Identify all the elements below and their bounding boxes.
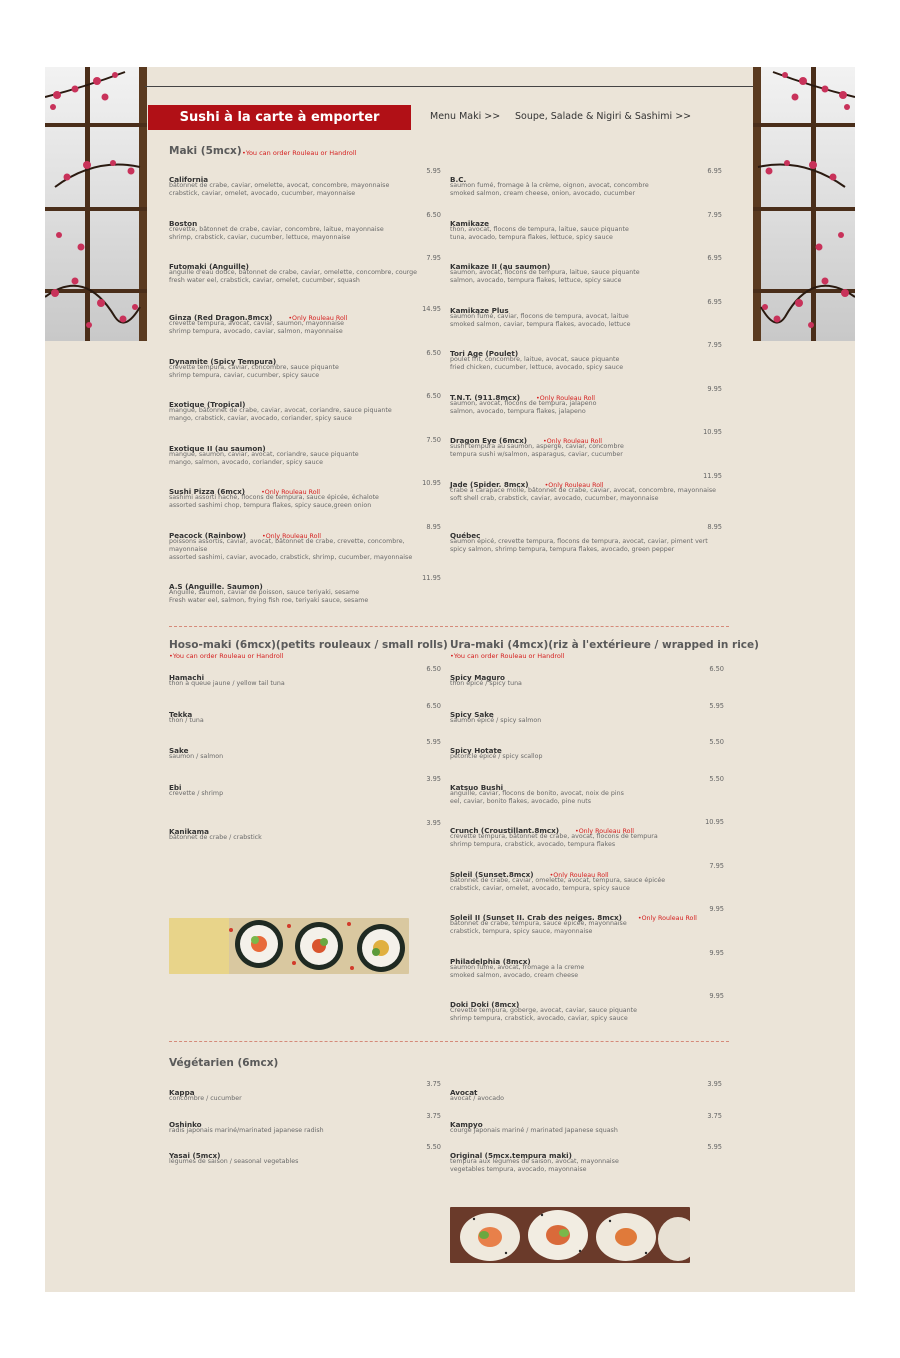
maki-rolls-photo [169, 918, 409, 974]
menu-item-name: Exotique II (au saumon) [169, 443, 266, 453]
menu-item-row [450, 948, 724, 966]
menu-item-row [169, 1111, 441, 1129]
menu-item [450, 341, 722, 372]
cherry-blossom-icon [45, 67, 147, 341]
menu-item-name: California [169, 175, 209, 184]
menu-item-description-fr: légumes de saison / seasonal vegetables [169, 1158, 299, 1165]
menu-item-price: 8.95 [426, 522, 441, 531]
menu-item-note: •Only Rouleau Roll [575, 828, 635, 835]
menu-item [169, 665, 441, 688]
menu-item-price: 7.95 [426, 254, 441, 262]
menu-item-description-fr: saumon fume, avocat, fromage a la creme [450, 963, 585, 971]
menu-item-row [450, 818, 724, 835]
menu-item-description-fr: sushi tempura au saumon, asperge, caviar, concombre [450, 443, 624, 450]
menu-item-description-fr: bâtonnet de crabe, tempura, sauce épicée, mayonnaise [450, 920, 627, 927]
menu-item-price: 11.95 [703, 471, 722, 480]
menu-item [450, 428, 722, 459]
menu-item-description-fr: saumon, avocat, flocons de tempura, laitue, sauce piquante [450, 269, 640, 276]
menu-item-name: Original (5mcx.tempura maki) [450, 1151, 572, 1160]
menu-item-description-en: mango, salmon, avocado, coriander, spicy sauce [169, 458, 323, 466]
menu-item-description-en: spicy salmon, shrimp tempura, tempura flakes, avocado, green pepper [450, 545, 675, 553]
menu-item-row [169, 774, 441, 792]
menu-item-name: Soleil (Sunset.8mcx) [450, 869, 534, 879]
menu-item-name: Oshinko [169, 1119, 202, 1129]
menu-item [169, 349, 441, 380]
menu-item [169, 775, 441, 798]
menu-item-name: Avocat [450, 1088, 478, 1097]
menu-item-price: 3.75 [426, 1111, 441, 1120]
menu-item-description-fr: crabe à carapace molle, bâtonnet de crabe, caviar, avocat, concombre, mayonnaise [450, 486, 717, 494]
menu-item [169, 523, 441, 562]
menu-item [169, 819, 441, 842]
menu-item-name: Doki Doki (8mcx) [450, 1000, 520, 1009]
menu-item-price: 5.95 [709, 701, 724, 710]
menu-item-description-en: assorted sashimi, caviar, avocado, crabstick, shrimp, cucumber, mayonnaise [169, 553, 413, 561]
menu-item [450, 665, 724, 688]
menu-item-name: Sake [169, 746, 189, 755]
menu-item-name: Dynamite (Spicy Tempura) [169, 356, 277, 366]
menu-item-price: 5.95 [707, 1143, 722, 1151]
menu-item-name: Spicy Maguro [450, 673, 505, 682]
menu-item-row [450, 471, 722, 489]
menu-item-description-en: vegetables tempura, avocado, mayonnaise [450, 1166, 587, 1173]
menu-item [450, 738, 724, 761]
menu-item [450, 298, 722, 329]
menu-item-row [169, 1080, 441, 1097]
menu-item-description-en: tuna, avocado, tempura flakes, lettuce, spicy sauce [450, 233, 613, 241]
menu-item-description-fr: mangue, bâtonnet de crabe, caviar, avocat, coriandre, sauce piquante [169, 407, 392, 414]
menu-item-price: 9.95 [709, 992, 724, 1000]
maki-section-title: Maki (5mcx) [169, 145, 242, 157]
menu-item-description-fr: poissons assortis, caviar, avocat, bâtonnet de crabe, crevette, concombre, mayonnaise [169, 537, 405, 553]
menu-item-price: 6.50 [426, 392, 441, 400]
menu-item-price: 6.50 [426, 701, 441, 710]
menu-item-description-en: fresh water eel, crabstick, caviar, omelet, cucumber, squash [169, 277, 360, 284]
menu-item [450, 167, 722, 198]
menu-item-description-fr: bâtonnet de crabe, caviar, omelette, avocat, concombre, mayonnaise [169, 182, 390, 189]
menu-item [450, 905, 724, 936]
menu-item-name: Kamikaze Plus [450, 305, 509, 315]
menu-item-name: Spicy Sake [450, 709, 494, 719]
menu-item [450, 254, 722, 285]
menu-item-description-fr: thon épicé / spicy tuna [450, 680, 522, 687]
menu-item-row [169, 479, 441, 496]
menu-item-row [450, 738, 724, 755]
menu-item-name: Tekka [169, 709, 193, 719]
menu-item-row [450, 428, 722, 445]
menu-item-row [169, 522, 441, 540]
menu-item-name: T.N.T. (911.8mcx) [450, 392, 521, 402]
menu-item-row [169, 167, 441, 184]
menu-item-price: 6.50 [426, 210, 441, 219]
menu-item-description-fr: bâtonnet de crabe, caviar, omelette, avocat, tempura, sauce épicée [450, 876, 666, 884]
menu-item-name: Kappa [169, 1088, 195, 1097]
menu-item-price: 7.95 [709, 861, 724, 870]
menu-item-row [450, 254, 722, 271]
menu-item-name: Peacock (Rainbow) [169, 530, 246, 540]
menu-item-description-fr: anguille d'eau douce, bâtonnet de crabe, caviar, omelette, concombre, courge [169, 269, 418, 276]
menu-item-row [450, 992, 724, 1009]
menu-item-name: Kamikaze [450, 218, 490, 228]
menu-item-row [169, 701, 441, 719]
menu-item [169, 1143, 441, 1166]
hoso-section-note: •You can order Rouleau or Handroll [169, 652, 284, 660]
menu-item-row [169, 435, 441, 453]
menu-item-row [169, 305, 441, 322]
menu-item-description-fr: concombre / cucumber [169, 1095, 242, 1102]
menu-item-description-en: mango, crabstick, caviar, avocado, coriander, spicy sauce [169, 415, 352, 422]
menu-item [450, 1080, 722, 1103]
ura-section-title: Ura-maki (4mcx)(riz à l'extérieure / wrapped in rice) [450, 639, 759, 651]
menu-item-name: B.C. [450, 175, 467, 184]
menu-item-name: Kanikama [169, 826, 209, 836]
menu-item-row [169, 818, 441, 836]
menu-item-description-fr: mangue, saumon, caviar, avocat, coriandre, sauce piquante [169, 450, 359, 458]
menu-item-price: 5.95 [426, 738, 441, 746]
menu-item-name: Kamikaze II (au saumon) [450, 262, 551, 271]
menu-item-row [450, 297, 722, 315]
menu-item [169, 254, 441, 285]
menu-item-price: 9.95 [709, 948, 724, 957]
menu-item-price: 10.95 [705, 818, 724, 826]
menu-item-description-en: shrimp tempura, crabstick, avocado, tempura flakes [450, 841, 616, 848]
menu-item [450, 1112, 722, 1135]
menu-item-description-fr: courge japonais mariné / marinated Japanese squash [450, 1126, 618, 1134]
menu-item-description-fr: thon / tuna [169, 716, 204, 724]
cherry-blossom-shoji-left [45, 67, 147, 341]
menu-item-row [169, 254, 441, 271]
menu-item-name: A.S (Anguille. Saumon) [169, 581, 263, 591]
menu-item-description-fr: crevette / shrimp [169, 789, 224, 797]
menu-item [169, 211, 441, 242]
menu-item-row [169, 573, 441, 591]
menu-item [450, 523, 722, 554]
menu-item [169, 479, 441, 510]
menu-item-name: Kampyo [450, 1119, 483, 1129]
menu-item-price: 5.95 [426, 167, 441, 175]
menu-item-description-en: crabstick, caviar, omelet, avocado, cucumber, mayonnaise [169, 190, 356, 197]
menu-item-description-fr: Anguille, saumon, caviar de poisson, sauce teriyaki, sesame [169, 588, 360, 596]
menu-item-note: •Only Rouleau Roll [543, 438, 602, 445]
menu-item-name: Soleil II (Sunset II. Crab des neiges. 8mcx) [450, 913, 622, 922]
menu-item-name: Québec [450, 530, 481, 540]
menu-item-row [169, 665, 441, 682]
menu-item-name: Tori Age (Poulet) [450, 349, 519, 358]
menu-item-description-fr: bâtonnet de crabe / crabstick [169, 833, 262, 841]
menu-item-note: •Only Rouleau Roll [536, 394, 596, 402]
menu-item [450, 1143, 722, 1174]
menu-item-row [169, 210, 441, 228]
menu-item-name: Yasai (5mcx) [169, 1151, 221, 1160]
hoso-section-title: Hoso-maki (6mcx)(petits rouleaux / small rolls) [169, 639, 448, 651]
menu-item-price: 5.50 [709, 774, 724, 783]
menu-item [450, 862, 724, 893]
menu-item-description-en: tempura sushi w/salmon, asparagus, caviar, cucumber [450, 451, 623, 458]
menu-item-row [450, 774, 724, 792]
veg-section-title: Végétarien (6mcx) [169, 1057, 279, 1069]
menu-item [450, 949, 724, 980]
menu-item-description-en: soft shell crab, crabstick, caviar, avocado, cucumber, mayonnaise [450, 494, 659, 502]
menu-item-description-en: shrimp tempura, caviar, cucumber, spicy sauce [169, 371, 320, 379]
menu-item-price: 6.95 [707, 297, 722, 306]
cherry-blossom-shoji-right [753, 67, 855, 341]
menu-item-row [450, 1111, 722, 1129]
menu-item-price: 5.50 [709, 738, 724, 746]
menu-item-description-en: smoked salmon, avocado, cream cheese [450, 971, 579, 979]
menu-item-description-en: assorted sashimi chop, tempura flakes, spicy sauce,green onion [169, 502, 372, 509]
menu-item-description-en: shrimp, crabstick, caviar, cucumber, lettuce, mayonnaise [169, 233, 351, 241]
section-divider [169, 626, 729, 627]
menu-item-description-fr: tempura aux légumes de saison, avocat, mayonnaise [450, 1158, 619, 1165]
page-title-banner: Sushi à la carte à emporter [148, 105, 411, 130]
menu-item-description-en: crabstick, tempura, spicy sauce, mayonnaise [450, 928, 593, 935]
menu-item-price: 3.95 [426, 774, 441, 783]
menu-item-description-fr: saumon épicé, crevette tempura, flocons de tempura, avocat, caviar, piment vert [450, 537, 708, 545]
menu-item-price: 6.95 [707, 167, 722, 175]
menu-item-note: •Only Rouleau Roll [637, 915, 697, 922]
menu-item-description-fr: crevette tempura, avocat, caviar, saumon, mayonnaise [169, 320, 345, 327]
menu-item [169, 167, 441, 198]
menu-page [45, 67, 855, 1292]
menu-item-price: 10.95 [422, 479, 441, 487]
menu-item-price: 9.95 [709, 905, 724, 913]
menu-item-name: Philadelphia (8mcx) [450, 956, 531, 966]
menu-item-name: Hamachi [169, 673, 205, 682]
menu-item [450, 702, 724, 725]
menu-item-description-fr: Crevette tempura, goberge, avocat, caviar, sauce piquante [450, 1007, 637, 1014]
menu-item-description-en: shrimp tempura, crabstick, avocado, caviar, spicy sauce [450, 1015, 628, 1022]
menu-item-price: 3.95 [707, 1080, 722, 1088]
menu-item [169, 738, 441, 761]
menu-item-note: •Only Rouleau Roll [262, 532, 321, 540]
menu-item-price: 7.95 [707, 210, 722, 219]
menu-item-note: •Only Rouleau Roll [544, 481, 604, 489]
menu-item-name: Exotique (Tropical) [169, 400, 246, 409]
menu-item-price: 6.50 [426, 665, 441, 673]
menu-item-row [450, 701, 724, 719]
menu-item-description-en: fried chicken, cucumber, lettuce, avocado, spicy sauce [450, 364, 624, 371]
menu-item-name: Crunch (Croustillant.8mcx) [450, 826, 560, 835]
menu-item-description-fr: crevette, bâtonnet de crabe, caviar, concombre, laitue, mayonnaise [169, 225, 384, 233]
menu-item [450, 775, 724, 806]
menu-item-description-en: shrimp tempura, avocado, caviar, salmon, mayonnaise [169, 328, 343, 335]
menu-item-description-fr: saumon fumé, caviar, flocons de tempura, avocat, laitue [450, 312, 629, 320]
menu-item-name: Ebi [169, 782, 182, 792]
menu-item-note: •Only Rouleau Roll [261, 489, 321, 496]
menu-item-name: Dragon Eye (6mcx) [450, 436, 527, 445]
menu-item-price: 14.95 [422, 305, 441, 313]
section-divider [169, 1041, 729, 1042]
menu-item-note: •Only Rouleau Roll [549, 871, 609, 879]
menu-item [169, 1112, 441, 1135]
menu-item-row [450, 210, 722, 228]
menu-item-price: 7.95 [707, 341, 722, 349]
menu-item [450, 992, 724, 1023]
menu-item-row [169, 738, 441, 755]
menu-item [169, 574, 441, 605]
menu-item [450, 385, 722, 416]
menu-item-row [169, 392, 441, 409]
menu-item-row [450, 384, 722, 402]
menu-item-price: 6.50 [426, 348, 441, 357]
menu-item-price: 10.95 [703, 428, 722, 436]
menu-item-description-en: eel, caviar, bonito flakes, avocado, pine nuts [450, 797, 592, 805]
menu-item [450, 818, 724, 849]
menu-item-price: 5.50 [426, 1143, 441, 1151]
menu-item-description-en: salmon, avocado, tempura flakes, jalapeno [450, 407, 586, 415]
top-rule [145, 86, 753, 87]
menu-item-description-en: smoked salmon, cream cheese, onion, avocado, cucumber [450, 190, 636, 197]
ura-section-note: •You can order Rouleau or Handroll [450, 652, 565, 660]
menu-item-description-fr: sashimi assorti haché, flocons de tempura, sauce épicée, échalote [169, 494, 379, 501]
menu-item-description-en: crabstick, caviar, omelet, avocado, tempura, spicy sauce [450, 884, 630, 892]
menu-item-row [450, 905, 724, 922]
menu-item-row [169, 348, 441, 366]
menu-item-price: 8.95 [707, 522, 722, 531]
maki-section-note: •You can order Rouleau or Handroll [242, 149, 357, 157]
menu-item-description-fr: pétoncle épicé / spicy scallop [450, 753, 543, 760]
menu-item [450, 472, 722, 503]
menu-item-price: 9.95 [707, 384, 722, 393]
menu-item-price: 7.50 [426, 435, 441, 444]
menu-item [450, 211, 722, 242]
menu-item [169, 305, 441, 336]
menu-item-note: •Only Rouleau Roll [288, 315, 348, 322]
menu-item-description-fr: saumon épicé / spicy salmon [450, 716, 542, 724]
menu-item [169, 1080, 441, 1103]
menu-item-row [450, 522, 722, 540]
menu-item-description-fr: saumon / salmon [169, 753, 224, 760]
menu-item-row [450, 861, 724, 879]
cherry-blossom-icon [753, 67, 855, 341]
menu-item-description-fr: anguille, caviar, flocons de bonito, avocat, noix de pins [450, 789, 624, 797]
menu-item-name: Ginza (Red Dragon.8mcx) [169, 313, 273, 322]
menu-item-name: Katsuo Bushi [450, 782, 504, 792]
menu-item-name: Boston [169, 218, 198, 228]
menu-item-row [450, 167, 722, 184]
menu-item-price: 3.75 [707, 1111, 722, 1120]
menu-item-description-fr: thon, avocat, flocons de tempura, laitue, sauce piquante [450, 225, 629, 233]
menu-item-description-en: Fresh water eel, salmon, frying fish roe, teriyaki sauce, sesame [169, 596, 369, 604]
menu-item-name: Futomaki (Anguille) [169, 262, 249, 271]
menu-item-description-fr: radis japonais mariné/marinated japanese radish [169, 1126, 324, 1134]
menu-item-description-fr: poulet frit, concombre, laitue, avocat, sauce piquante [450, 356, 620, 363]
menu-item-description-fr: crevette tempura, caviar, concombre, sauce piquante [169, 363, 339, 371]
nav-soupe-salade-link[interactable]: Soupe, Salade & Nigiri & Sashimi >> [515, 111, 692, 122]
uramaki-rolls-photo [450, 1207, 690, 1263]
menu-item-row [169, 1143, 441, 1160]
menu-item-description-en: salmon, avocado, tempura flakes, lettuce, spicy sauce [450, 277, 622, 284]
menu-item-price: 3.75 [426, 1080, 441, 1088]
menu-item-description-fr: crevette tempura, bâtonnet de crabe, avocat, flocons de tempura [450, 833, 658, 840]
menu-item [169, 436, 441, 467]
menu-item-row [450, 341, 722, 358]
menu-item-description-fr: avocat / avocado [450, 1095, 504, 1102]
menu-item-row [450, 1143, 722, 1160]
menu-item-description-fr: saumon fumé, fromage à la crème, oignon, avocat, concombre [450, 182, 649, 189]
menu-item-description-en: smoked salmon, caviar, tempura flakes, avocado, lettuce [450, 320, 631, 328]
menu-item-price: 11.95 [422, 573, 441, 582]
menu-item-price: 6.95 [707, 254, 722, 262]
menu-item-name: Sushi Pizza (6mcx) [169, 487, 246, 496]
menu-item-row [450, 1080, 722, 1097]
menu-item-name: Jade (Spider. 8mcx) [450, 479, 529, 489]
menu-item-price: 3.95 [426, 818, 441, 827]
menu-item [169, 392, 441, 423]
menu-item-name: Spicy Hotate [450, 746, 502, 755]
menu-item [169, 702, 441, 725]
menu-item-price: 6.50 [709, 665, 724, 673]
menu-item-description-fr: saumon, avocat, flocons de tempura, jalapeno [450, 399, 597, 407]
menu-item-row [450, 665, 724, 682]
nav-menu-maki-link[interactable]: Menu Maki >> [430, 111, 501, 122]
menu-item-description-fr: thon à queue jaune / yellow tail tuna [169, 680, 285, 687]
